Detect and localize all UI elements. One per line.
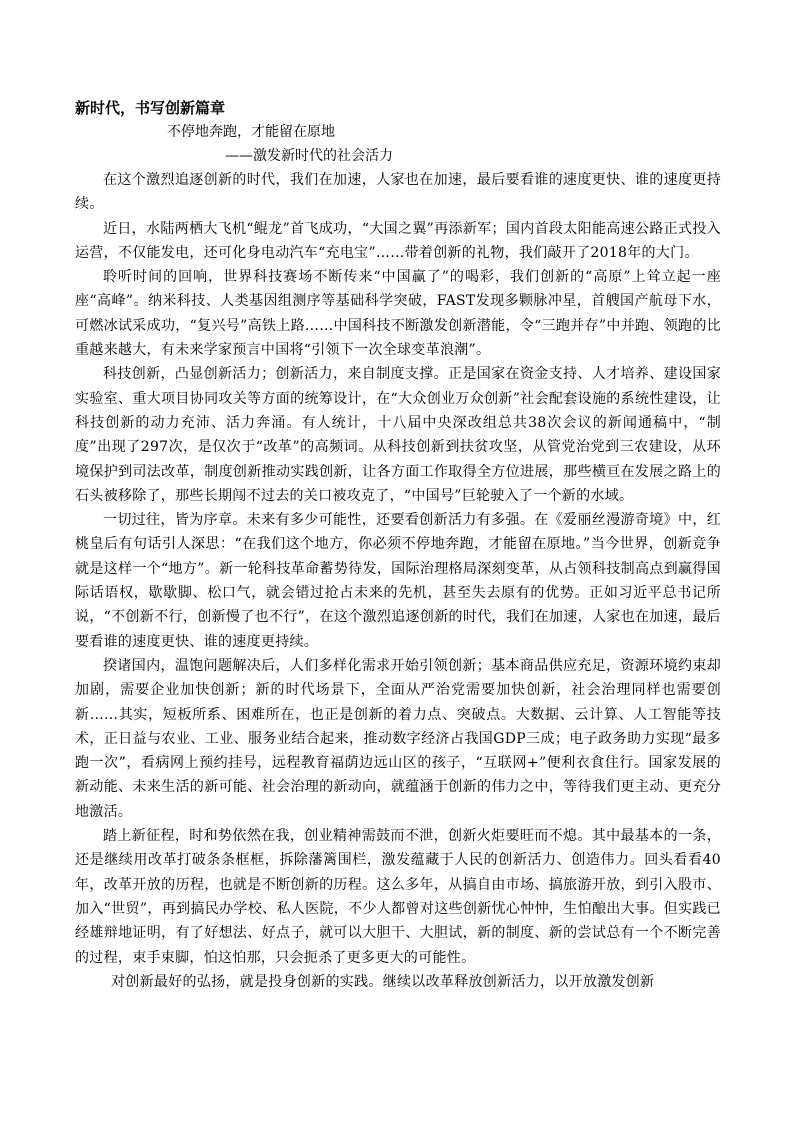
paragraph-7: 踏上新征程，时和势依然在我，创业精神需鼓而不泄，创新火炬要旺而不熄。其中最基本的一条，还是继续用改革打破条条框框，拆除藩篱围栏，激发蕴藏于人民的创新活力、创造伟力。回头看看40年，改革开放的历程，也就是不断创新的历程。这么多年，从搞自由市场、搞旅游开放，到引入股市、加入“世贸”，再到搞民办学校、私人医院，不少人都曾对这些创新忧心忡忡，生怕酿出大事。但实践已经雄辩地证明，有了好想法、好点子，就可以大胆干、大胆试，新的制度、新的尝试总有一个不断完善的过程，束手束脚，怕这怕那，只会扼杀了更多更大的可能性。 bbox=[75, 828, 721, 966]
paragraph-1: 在这个激烈追逐创新的时代，我们在加速，人家也在加速，最后要看谁的速度更快、谁的速度更持续。 bbox=[75, 172, 721, 213]
paragraph-4: 科技创新，凸显创新活力；创新活力，来自制度支撑。正是国家在资金支持、人才培养、建设国家实验室、重大项目协同攻关等方面的统筹设计，在“大众创业万众创新”社会配套设施的系统性建设，让科技创新的动力充沛、活力奔涌。有人统计，十八届中央深改组总共38次会议的新闻通稿中，“制度”出现了297次，是仅次于“改革”的高频词。从科技创新到扶贫攻坚，从管党治党到三农建设，从环境保护到司法改革，制度创新推动实践创新，让各方面工作取得全方位进展，那些横亘在发展之路上的石头被移除了，那些长期闯不过去的关口被攻克了，“中国号”巨轮驶入了一个新的水域。 bbox=[75, 366, 721, 504]
paragraph-8: 对创新最好的弘扬，就是投身创新的实践。继续以改革释放创新活力，以开放激发创新 bbox=[111, 973, 655, 990]
document-page bbox=[75, 96, 721, 994]
paragraph-2: 近日，水陆两栖大飞机“鲲龙”首飞成功，“大国之翼”再添新军；国内首段太阳能高速公路正式投入运营，不仅能发电，还可化身电动汽车“充电宝”……带着创新的礼物，我们敲开了2018年的大门。 bbox=[75, 220, 721, 261]
article-byline: ——激发新时代的社会活力 bbox=[225, 148, 393, 164]
article-heading: 新时代，书写创新篇章 bbox=[75, 99, 226, 117]
paragraph-6: 揆诸国内，温饱问题解决后，人们多样化需求开始引领创新；基本商品供应充足，资源环境约束却加剧，需要企业加快创新；新的时代场景下，全面从严治党需要加快创新，社会治理同样也需要创新……其实，短板所系、困难所在，也正是创新的着力点、突破点。大数据、云计算、人工智能等技术，正日益与农业、工业、服务业结合起来，推动数字经济占我国GDP三成；电子政务助力实现“最多跑一次”，看病网上预约挂号，远程教育福荫边远山区的孩子，“互联网+”便利衣食住行。国家发展的新动能、未来生活的新可能、社会治理的新动向，就蕴涵于创新的伟力之中，等待我们更主动、更充分地激活。 bbox=[75, 657, 721, 820]
paragraph-5: 一切过往，皆为序章。未来有多少可能性，还要看创新活力有多强。在《爱丽丝漫游奇境》中，红桃皇后有句话引人深思：“在我们这个地方，你必须不停地奔跑，才能留在原地。”当今世界，创新竞争就是这样一个“地方”。新一轮科技革命蓄势待发，国际治理格局深刻变革，从占领科技制高点到赢得国际话语权，歇歇脚、松口气，就会错过抢占未来的先机，甚至失去原有的优势。正如习近平总书记所说，“不创新不行，创新慢了也不行”，在这个激烈追逐创新的时代，我们在加速，人家也在加速，最后要看谁的速度更快、谁的速度更持续。 bbox=[75, 512, 721, 650]
paragraph-3: 聆听时间的回响，世界科技赛场不断传来“中国赢了”的喝彩，我们创新的“高原”上耸立起一座座“高峰”。纳米科技、人类基因组测序等基础科学突破，FAST发现多颗脉冲星，首艘国产航母下水，可燃冰试采成功，“复兴号”高铁上路……中国科技不断激发创新潜能，令“三跑并存”中并跑、领跑的比重越来越大，有未来学家预言中国将“引领下一次全球变革浪潮”。 bbox=[75, 269, 721, 359]
article-subtitle: 不停地奔跑，才能留在原地 bbox=[167, 124, 335, 140]
